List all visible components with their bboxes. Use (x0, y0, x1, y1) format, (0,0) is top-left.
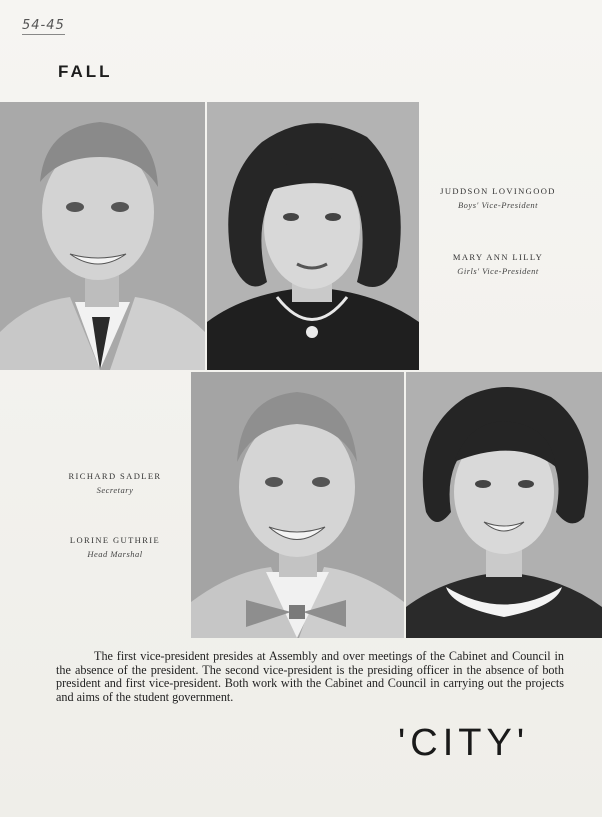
caption-girls-vice-president (428, 252, 568, 276)
portrait-photo-secretary (191, 372, 404, 638)
caption-secretary (45, 471, 185, 495)
officer-role: Head Marshal (87, 549, 143, 559)
footer-word: 'CITY' (398, 722, 530, 764)
handwritten-page-number: 54-45 (22, 18, 65, 33)
officer-role: Secretary (96, 485, 134, 495)
officer-role: Girls' Vice-President (457, 266, 539, 276)
officer-name: RICHARD SADLER (68, 471, 162, 481)
portrait-photo-head-marshal (406, 372, 602, 638)
officer-name: JUDDSON LOVINGOOD (440, 186, 556, 196)
description-paragraph: The first vice-president presides at Assembly and over meetings of the Cabinet and Council in the absence of the president. The second vice-president is the presiding officer in the absence of both president and first vice-president. Both work with the Cabinet and Council in carrying out the projects and aims of the student government. (56, 649, 564, 704)
portrait-photo-boys-vice-president (0, 102, 205, 370)
officer-role: Boys' Vice-President (457, 200, 539, 210)
officer-name: MARY ANN LILLY (452, 252, 544, 262)
section-title: FALL (58, 62, 113, 81)
caption-boys-vice-president (428, 186, 568, 210)
portrait-photo-girls-vice-president (207, 102, 419, 370)
caption-head-marshal (45, 535, 185, 559)
officer-name: LORINE GUTHRIE (69, 535, 161, 545)
